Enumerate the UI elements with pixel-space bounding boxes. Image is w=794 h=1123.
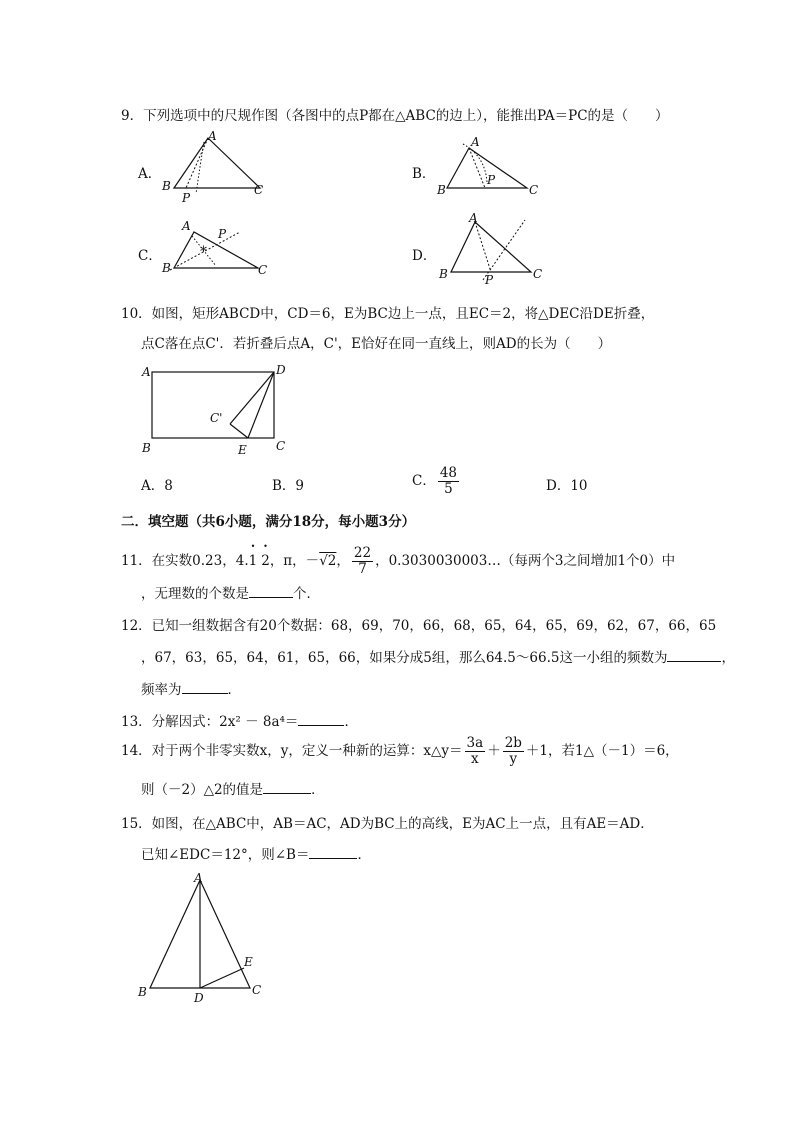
svg-text:C: C	[252, 983, 262, 997]
q11-line2	[141, 582, 320, 602]
q12-line2-end: ，	[721, 650, 735, 666]
svg-text:A: A	[142, 365, 151, 379]
q11-part3: ，0.3030030003…（每两个3之间增加1个0）中	[375, 553, 676, 569]
q9-figure-b	[433, 136, 553, 198]
svg-text:P: P	[485, 273, 494, 287]
q14-fraction-1	[465, 736, 486, 767]
q9-stem: 9．下列选项中的尺规作图（各图中的点P都在△ABC的边上），能推出PA＝PC的是（ ）	[121, 108, 669, 124]
q15-line2	[141, 843, 371, 863]
svg-text:E: E	[238, 443, 247, 457]
fraction-denominator: 5	[444, 481, 453, 497]
svg-text:C: C	[533, 267, 543, 281]
q14-line2-end: ．	[311, 782, 325, 798]
q12-line3-text: 频率为	[141, 682, 182, 698]
q13-line	[121, 710, 358, 730]
q13-text: 13．分解因式：2x² － 8a⁴＝	[121, 714, 299, 730]
q15-line2-text: 已知∠EDC＝12°，则∠B＝	[141, 847, 310, 863]
q14-fraction-2	[503, 736, 524, 767]
answer-blank[interactable]	[263, 781, 311, 794]
fraction-numerator: 48	[439, 465, 458, 481]
svg-text:A: A	[208, 129, 217, 143]
q10-line2: 点C落在点C'．若折叠后点A，C'，E恰好在同一直线上，则AD的长为（ ）	[141, 336, 612, 352]
svg-text:E: E	[244, 955, 253, 969]
q11-fraction	[352, 546, 373, 577]
svg-text:B: B	[439, 267, 448, 281]
q14-line1: 14．对于两个非零实数x，y，定义一种新的运算：x△y＝ $\frac{3a}{x}$ ＋ $\frac{2b}{y}$ ＋1，若1△（－1）＝6，	[121, 735, 679, 767]
section-title: 二．填空题（共6小题，满分18分，每小题3分）	[121, 514, 416, 530]
svg-text:B: B	[138, 985, 147, 999]
svg-text:A: A	[471, 135, 480, 149]
q12-line3-end: ．	[227, 682, 241, 698]
svg-text:P: P	[487, 173, 496, 187]
q10-option-b: B．9	[272, 478, 305, 494]
q14-line2	[141, 778, 325, 798]
svg-text:B: B	[162, 179, 171, 193]
fraction-numerator: 3a	[466, 735, 484, 751]
q11-part1: 11．在实数0.23，4.	[121, 553, 249, 569]
q10-figure	[138, 362, 298, 458]
svg-text:A: A	[194, 871, 203, 885]
svg-text:B: B	[162, 261, 171, 275]
q11-repeating-digit-2: • 2	[261, 553, 270, 569]
svg-text:C: C	[529, 183, 539, 197]
answer-blank[interactable]	[309, 846, 357, 859]
q9-figure-a	[160, 129, 280, 205]
q10-option-c-fraction	[438, 466, 459, 497]
svg-text:P: P	[218, 227, 227, 241]
q15-line2-end: ．	[357, 847, 371, 863]
q11-line2-end: 个．	[293, 586, 320, 602]
q13-end: ．	[344, 714, 358, 730]
q14-line2-text: 则（－2）△2的值是	[141, 782, 264, 798]
q12-line1: 12．已知一组数据含有20个数据：68，69，70，66，68，65，64，65，69，62，67，66，65	[121, 618, 717, 634]
q10-option-c	[412, 466, 461, 497]
q10-option-d: D．10	[546, 478, 588, 494]
q15-line1: 15．如图，在△ABC中，AB＝AC，AD为BC上的高线，E为AC上一点，且有AE＝AD．	[121, 816, 654, 832]
q15-figure	[136, 870, 266, 1006]
q14-part1: 14．对于两个非零实数x，y，定义一种新的运算：x△y＝	[121, 743, 463, 759]
fraction-denominator: 7	[358, 561, 367, 577]
q14-part2: ＋1，若1△（－1）＝6，	[525, 743, 679, 759]
q11-line1: 11．在实数0.23，4.• 1• 2，π，－√2， $\frac{22}{7}$ ，0.3030030003…（每两个3之间增加1个0）中	[121, 546, 675, 577]
svg-text:A: A	[182, 219, 191, 233]
q11-repeating-digit-1: • 1	[249, 553, 258, 569]
q9-option-c-label: C．	[138, 248, 162, 264]
svg-text:D: D	[194, 991, 204, 1005]
fraction-denominator: x	[471, 751, 479, 767]
q10-option-c-label: C．	[412, 473, 436, 489]
svg-text:B: B	[437, 183, 446, 197]
fraction-numerator: 22	[353, 545, 372, 561]
q9-figure-d	[433, 211, 553, 287]
q11-part2: ，π，－	[269, 553, 320, 569]
answer-blank[interactable]	[298, 713, 344, 726]
svg-text:B: B	[142, 441, 151, 455]
q9-option-d-label: D．	[412, 248, 437, 264]
q11-line2-text: ，无理数的个数是	[141, 586, 249, 602]
q11-sqrt: √2	[319, 553, 337, 569]
q12-line2	[141, 646, 735, 666]
fraction-numerator: 2b	[504, 735, 522, 751]
svg-text:C: C	[276, 439, 286, 453]
svg-text:A: A	[469, 211, 478, 225]
q9-figure-c	[160, 218, 280, 280]
q10-option-a: A．8	[141, 478, 173, 494]
q12-line3	[141, 678, 241, 698]
answer-blank[interactable]	[249, 585, 293, 598]
svg-text:C: C	[258, 263, 268, 277]
svg-text:*: *	[200, 244, 207, 260]
svg-text:C: C	[254, 183, 264, 197]
q9-option-a-label: A．	[138, 166, 162, 182]
svg-text:C': C'	[210, 411, 223, 425]
answer-blank[interactable]	[182, 681, 228, 694]
svg-text:P: P	[182, 191, 191, 205]
svg-text:D: D	[276, 363, 286, 377]
q9-option-b-label: B．	[412, 166, 436, 182]
answer-blank[interactable]	[667, 649, 721, 662]
fraction-denominator: y	[509, 751, 518, 767]
q10-line1: 10．如图，矩形ABCD中，CD＝6，E为BC边上一点，且EC＝2，将△DEC沿DE折叠，	[121, 306, 655, 322]
q12-line2-text: ，67，63，65，64，61，65，66，如果分成5组，那么64.5～66.5这一小组的频数为	[141, 650, 668, 666]
